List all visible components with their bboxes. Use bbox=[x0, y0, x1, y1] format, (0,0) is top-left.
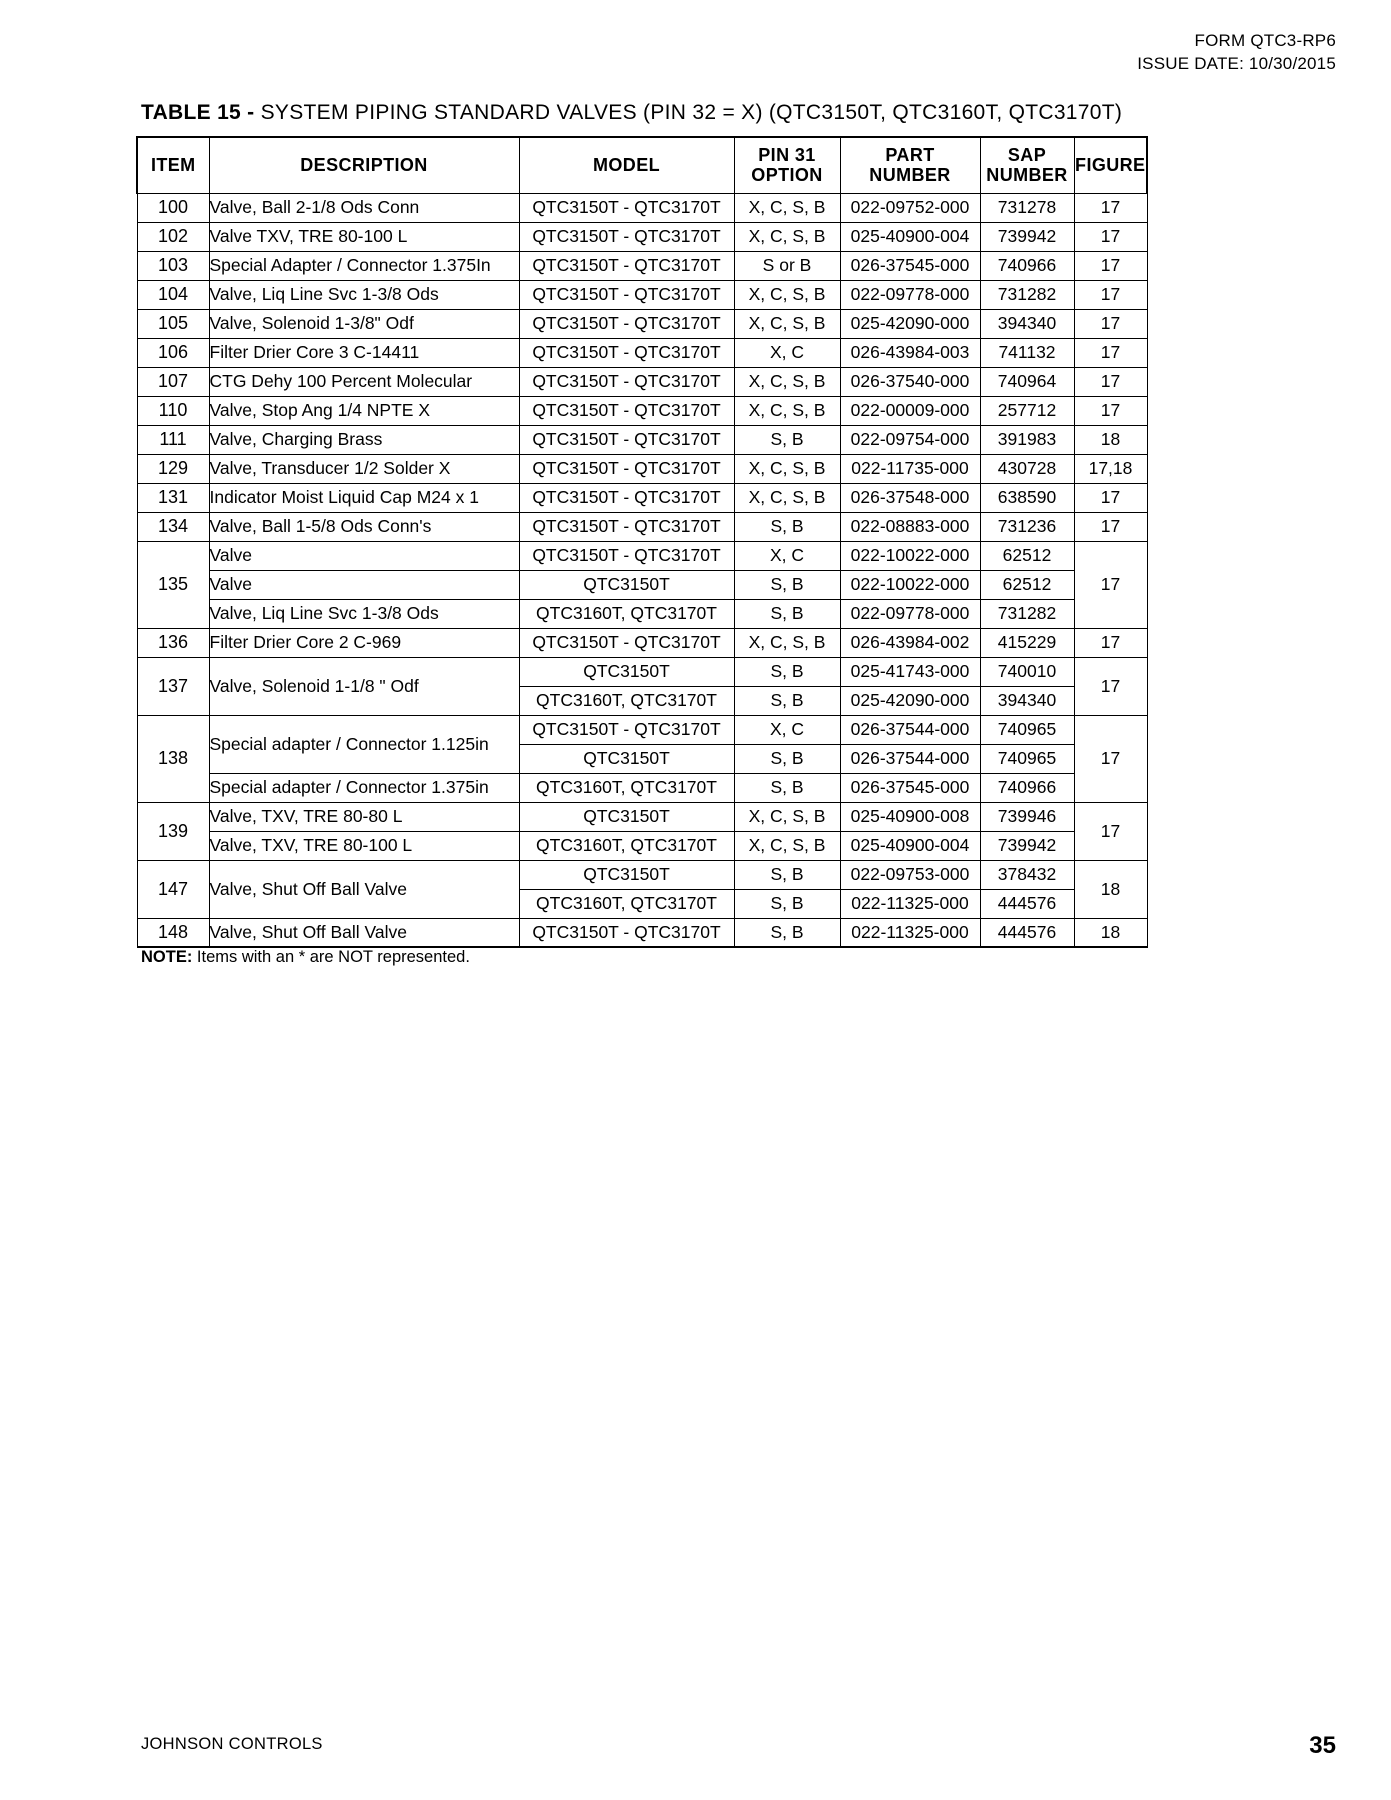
cell-part-number: 022-10022-000 bbox=[840, 570, 980, 599]
cell-model: QTC3150T - QTC3170T bbox=[519, 541, 734, 570]
cell-pin31-option: S, B bbox=[734, 599, 840, 628]
form-number: FORM QTC3-RP6 bbox=[1194, 31, 1336, 50]
cell-pin31-option: S, B bbox=[734, 773, 840, 802]
cell-sap-number: 739946 bbox=[980, 802, 1074, 831]
cell-item: 135 bbox=[137, 541, 209, 628]
cell-sap-number: 391983 bbox=[980, 425, 1074, 454]
cell-item: 138 bbox=[137, 715, 209, 802]
cell-model: QTC3160T, QTC3170T bbox=[519, 773, 734, 802]
cell-description: Valve, Transducer 1/2 Solder X bbox=[209, 454, 519, 483]
table-note-text: Items with an * are NOT represented. bbox=[192, 948, 470, 966]
cell-part-number: 025-40900-004 bbox=[840, 831, 980, 860]
cell-sap-number: 741132 bbox=[980, 338, 1074, 367]
cell-pin31-option: X, C, S, B bbox=[734, 367, 840, 396]
table-note-label: NOTE: bbox=[141, 948, 193, 966]
cell-item: 134 bbox=[137, 512, 209, 541]
column-header-model: MODEL bbox=[519, 137, 734, 193]
cell-figure: 17,18 bbox=[1074, 454, 1147, 483]
cell-item: 107 bbox=[137, 367, 209, 396]
cell-sap-number: 444576 bbox=[980, 889, 1074, 918]
footer-page-number: 35 bbox=[1309, 1732, 1336, 1759]
cell-model: QTC3150T - QTC3170T bbox=[519, 512, 734, 541]
cell-sap-number: 740965 bbox=[980, 715, 1074, 744]
cell-description: Filter Drier Core 3 C-14411 bbox=[209, 338, 519, 367]
cell-sap-number: 731236 bbox=[980, 512, 1074, 541]
cell-model: QTC3150T - QTC3170T bbox=[519, 309, 734, 338]
cell-figure: 17 bbox=[1074, 222, 1147, 251]
cell-sap-number: 740010 bbox=[980, 657, 1074, 686]
cell-part-number: 022-09754-000 bbox=[840, 425, 980, 454]
table-caption-text: SYSTEM PIPING STANDARD VALVES (PIN 32 = X) (QTC3150T, QTC3160T, QTC3170T) bbox=[254, 101, 1123, 124]
column-header-part-line1: PART bbox=[885, 145, 935, 166]
cell-model: QTC3150T bbox=[519, 860, 734, 889]
cell-part-number: 022-09778-000 bbox=[840, 599, 980, 628]
cell-item: 137 bbox=[137, 657, 209, 715]
cell-model: QTC3150T bbox=[519, 802, 734, 831]
cell-sap-number: 378432 bbox=[980, 860, 1074, 889]
cell-part-number: 025-41743-000 bbox=[840, 657, 980, 686]
cell-model: QTC3160T, QTC3170T bbox=[519, 831, 734, 860]
cell-item: 136 bbox=[137, 628, 209, 657]
cell-model: QTC3150T bbox=[519, 744, 734, 773]
cell-part-number: 022-09778-000 bbox=[840, 280, 980, 309]
table-row bbox=[137, 483, 1147, 512]
cell-description: Valve, Ball 2-1/8 Ods Conn bbox=[209, 193, 519, 222]
document-header bbox=[1137, 30, 1336, 76]
column-header-description: DESCRIPTION bbox=[209, 137, 519, 193]
cell-part-number: 022-08883-000 bbox=[840, 512, 980, 541]
cell-sap-number: 740966 bbox=[980, 773, 1074, 802]
column-header-part-line2: NUMBER bbox=[869, 165, 951, 186]
cell-sap-number: 740966 bbox=[980, 251, 1074, 280]
table-row bbox=[137, 715, 1147, 744]
cell-description: Valve, Shut Off Ball Valve bbox=[209, 860, 519, 918]
cell-sap-number: 415229 bbox=[980, 628, 1074, 657]
cell-figure: 17 bbox=[1074, 512, 1147, 541]
cell-part-number: 026-37545-000 bbox=[840, 773, 980, 802]
cell-part-number: 022-09753-000 bbox=[840, 860, 980, 889]
cell-pin31-option: X, C, S, B bbox=[734, 831, 840, 860]
cell-item: 131 bbox=[137, 483, 209, 512]
cell-sap-number: 739942 bbox=[980, 831, 1074, 860]
cell-item: 147 bbox=[137, 860, 209, 918]
cell-figure: 17 bbox=[1074, 280, 1147, 309]
cell-part-number: 022-09752-000 bbox=[840, 193, 980, 222]
cell-model: QTC3150T - QTC3170T bbox=[519, 628, 734, 657]
column-header-sap-line1: SAP bbox=[1007, 145, 1047, 166]
cell-pin31-option: S, B bbox=[734, 918, 840, 947]
table-row bbox=[137, 628, 1147, 657]
issue-date: ISSUE DATE: 10/30/2015 bbox=[1137, 53, 1336, 73]
cell-figure: 18 bbox=[1074, 425, 1147, 454]
table-row bbox=[137, 599, 1147, 628]
column-header-sap-number bbox=[980, 137, 1074, 193]
cell-part-number: 026-43984-002 bbox=[840, 628, 980, 657]
cell-description: Valve, Solenoid 1-3/8" Odf bbox=[209, 309, 519, 338]
cell-sap-number: 731278 bbox=[980, 193, 1074, 222]
cell-figure: 17 bbox=[1074, 367, 1147, 396]
cell-model: QTC3160T, QTC3170T bbox=[519, 686, 734, 715]
cell-item: 102 bbox=[137, 222, 209, 251]
table-header-row bbox=[137, 137, 1147, 193]
cell-figure: 18 bbox=[1074, 918, 1147, 947]
cell-part-number: 022-11325-000 bbox=[840, 889, 980, 918]
cell-figure: 17 bbox=[1074, 802, 1147, 860]
cell-pin31-option: S, B bbox=[734, 657, 840, 686]
cell-model: QTC3150T - QTC3170T bbox=[519, 483, 734, 512]
cell-pin31-option: S, B bbox=[734, 512, 840, 541]
cell-description: Filter Drier Core 2 C-969 bbox=[209, 628, 519, 657]
cell-figure: 17 bbox=[1074, 338, 1147, 367]
table-caption bbox=[141, 101, 1122, 125]
table-note bbox=[141, 948, 470, 967]
cell-model: QTC3150T - QTC3170T bbox=[519, 367, 734, 396]
cell-description: Valve, Shut Off Ball Valve bbox=[209, 918, 519, 947]
column-header-sap-line2: NUMBER bbox=[986, 165, 1068, 186]
cell-figure: 17 bbox=[1074, 193, 1147, 222]
cell-item: 106 bbox=[137, 338, 209, 367]
cell-model: QTC3150T - QTC3170T bbox=[519, 918, 734, 947]
table-caption-label: TABLE 15 - bbox=[141, 101, 255, 124]
cell-description: Valve, Charging Brass bbox=[209, 425, 519, 454]
cell-part-number: 026-37544-000 bbox=[840, 715, 980, 744]
cell-figure: 17 bbox=[1074, 715, 1147, 802]
table-row bbox=[137, 831, 1147, 860]
cell-model: QTC3150T - QTC3170T bbox=[519, 193, 734, 222]
cell-model: QTC3150T - QTC3170T bbox=[519, 396, 734, 425]
cell-pin31-option: X, C, S, B bbox=[734, 396, 840, 425]
cell-item: 103 bbox=[137, 251, 209, 280]
cell-description: CTG Dehy 100 Percent Molecular bbox=[209, 367, 519, 396]
cell-figure: 17 bbox=[1074, 251, 1147, 280]
cell-sap-number: 257712 bbox=[980, 396, 1074, 425]
cell-model: QTC3150T - QTC3170T bbox=[519, 338, 734, 367]
table-row bbox=[137, 541, 1147, 570]
cell-pin31-option: X, C bbox=[734, 541, 840, 570]
cell-part-number: 025-40900-008 bbox=[840, 802, 980, 831]
cell-figure: 17 bbox=[1074, 483, 1147, 512]
cell-description: Special adapter / Connector 1.375in bbox=[209, 773, 519, 802]
cell-pin31-option: X, C, S, B bbox=[734, 309, 840, 338]
cell-part-number: 025-40900-004 bbox=[840, 222, 980, 251]
table-row bbox=[137, 367, 1147, 396]
cell-part-number: 022-10022-000 bbox=[840, 541, 980, 570]
column-header-figure: FIGURE bbox=[1074, 137, 1147, 193]
cell-part-number: 026-37540-000 bbox=[840, 367, 980, 396]
cell-sap-number: 62512 bbox=[980, 570, 1074, 599]
cell-description: Valve bbox=[209, 570, 519, 599]
cell-description: Valve bbox=[209, 541, 519, 570]
cell-sap-number: 430728 bbox=[980, 454, 1074, 483]
column-header-part-number bbox=[840, 137, 980, 193]
table-row bbox=[137, 512, 1147, 541]
cell-part-number: 026-37545-000 bbox=[840, 251, 980, 280]
cell-description: Valve, Liq Line Svc 1-3/8 Ods bbox=[209, 599, 519, 628]
cell-part-number: 026-37544-000 bbox=[840, 744, 980, 773]
cell-sap-number: 444576 bbox=[980, 918, 1074, 947]
cell-part-number: 022-11325-000 bbox=[840, 918, 980, 947]
cell-sap-number: 394340 bbox=[980, 686, 1074, 715]
cell-description: Valve, Ball 1-5/8 Ods Conn's bbox=[209, 512, 519, 541]
cell-model: QTC3160T, QTC3170T bbox=[519, 599, 734, 628]
cell-item: 110 bbox=[137, 396, 209, 425]
cell-description: Indicator Moist Liquid Cap M24 x 1 bbox=[209, 483, 519, 512]
column-header-pin31-line1: PIN 31 bbox=[758, 145, 816, 166]
cell-sap-number: 740964 bbox=[980, 367, 1074, 396]
parts-table bbox=[136, 136, 1148, 948]
cell-description: Valve, Solenoid 1-1/8 " Odf bbox=[209, 657, 519, 715]
table-row bbox=[137, 454, 1147, 483]
cell-model: QTC3150T bbox=[519, 570, 734, 599]
cell-pin31-option: X, C, S, B bbox=[734, 628, 840, 657]
cell-description: Valve, Liq Line Svc 1-3/8 Ods bbox=[209, 280, 519, 309]
table-row bbox=[137, 657, 1147, 686]
table-row bbox=[137, 802, 1147, 831]
cell-model: QTC3150T - QTC3170T bbox=[519, 425, 734, 454]
table-row bbox=[137, 280, 1147, 309]
cell-description: Valve, TXV, TRE 80-80 L bbox=[209, 802, 519, 831]
cell-description: Valve, Stop Ang 1/4 NPTE X bbox=[209, 396, 519, 425]
table-row bbox=[137, 193, 1147, 222]
cell-pin31-option: S, B bbox=[734, 425, 840, 454]
cell-pin31-option: X, C, S, B bbox=[734, 483, 840, 512]
cell-pin31-option: X, C, S, B bbox=[734, 193, 840, 222]
table-row bbox=[137, 309, 1147, 338]
cell-figure: 17 bbox=[1074, 628, 1147, 657]
cell-figure: 17 bbox=[1074, 396, 1147, 425]
column-header-pin31-option bbox=[734, 137, 840, 193]
table-row bbox=[137, 222, 1147, 251]
cell-model: QTC3160T, QTC3170T bbox=[519, 889, 734, 918]
cell-pin31-option: X, C, S, B bbox=[734, 802, 840, 831]
cell-part-number: 026-43984-003 bbox=[840, 338, 980, 367]
cell-pin31-option: X, C bbox=[734, 338, 840, 367]
cell-description: Special Adapter / Connector 1.375In bbox=[209, 251, 519, 280]
cell-pin31-option: X, C, S, B bbox=[734, 222, 840, 251]
cell-pin31-option: S, B bbox=[734, 889, 840, 918]
cell-part-number: 022-11735-000 bbox=[840, 454, 980, 483]
footer-company: JOHNSON CONTROLS bbox=[141, 1735, 323, 1753]
cell-pin31-option: S, B bbox=[734, 570, 840, 599]
cell-pin31-option: X, C, S, B bbox=[734, 280, 840, 309]
cell-pin31-option: S, B bbox=[734, 744, 840, 773]
cell-item: 129 bbox=[137, 454, 209, 483]
cell-sap-number: 638590 bbox=[980, 483, 1074, 512]
cell-part-number: 026-37548-000 bbox=[840, 483, 980, 512]
table-row bbox=[137, 396, 1147, 425]
cell-pin31-option: X, C, S, B bbox=[734, 454, 840, 483]
cell-figure: 17 bbox=[1074, 541, 1147, 628]
table-head bbox=[137, 137, 1147, 193]
cell-part-number: 025-42090-000 bbox=[840, 686, 980, 715]
cell-model: QTC3150T - QTC3170T bbox=[519, 280, 734, 309]
cell-pin31-option: X, C bbox=[734, 715, 840, 744]
table-body bbox=[137, 193, 1147, 947]
cell-figure: 17 bbox=[1074, 657, 1147, 715]
cell-item: 139 bbox=[137, 802, 209, 860]
table-row bbox=[137, 570, 1147, 599]
cell-item: 111 bbox=[137, 425, 209, 454]
cell-item: 100 bbox=[137, 193, 209, 222]
parts-table-container bbox=[136, 136, 1146, 948]
cell-sap-number: 394340 bbox=[980, 309, 1074, 338]
cell-description: Special adapter / Connector 1.125in bbox=[209, 715, 519, 773]
table-row bbox=[137, 773, 1147, 802]
cell-sap-number: 740965 bbox=[980, 744, 1074, 773]
cell-sap-number: 62512 bbox=[980, 541, 1074, 570]
cell-sap-number: 731282 bbox=[980, 280, 1074, 309]
table-row bbox=[137, 860, 1147, 889]
cell-pin31-option: S, B bbox=[734, 686, 840, 715]
cell-model: QTC3150T bbox=[519, 657, 734, 686]
cell-model: QTC3150T - QTC3170T bbox=[519, 715, 734, 744]
column-header-pin31-line2: OPTION bbox=[751, 165, 823, 186]
column-header-item: ITEM bbox=[137, 137, 209, 193]
cell-figure: 18 bbox=[1074, 860, 1147, 918]
cell-item: 105 bbox=[137, 309, 209, 338]
cell-model: QTC3150T - QTC3170T bbox=[519, 222, 734, 251]
cell-description: Valve, TXV, TRE 80-100 L bbox=[209, 831, 519, 860]
cell-part-number: 025-42090-000 bbox=[840, 309, 980, 338]
table-row bbox=[137, 918, 1147, 947]
cell-item: 104 bbox=[137, 280, 209, 309]
cell-model: QTC3150T - QTC3170T bbox=[519, 454, 734, 483]
cell-item: 148 bbox=[137, 918, 209, 947]
table-row bbox=[137, 425, 1147, 454]
cell-description: Valve TXV, TRE 80-100 L bbox=[209, 222, 519, 251]
cell-sap-number: 739942 bbox=[980, 222, 1074, 251]
table-row bbox=[137, 338, 1147, 367]
cell-figure: 17 bbox=[1074, 309, 1147, 338]
table-row bbox=[137, 251, 1147, 280]
cell-pin31-option: S, B bbox=[734, 860, 840, 889]
cell-pin31-option: S or B bbox=[734, 251, 840, 280]
cell-model: QTC3150T - QTC3170T bbox=[519, 251, 734, 280]
cell-sap-number: 731282 bbox=[980, 599, 1074, 628]
cell-part-number: 022-00009-000 bbox=[840, 396, 980, 425]
